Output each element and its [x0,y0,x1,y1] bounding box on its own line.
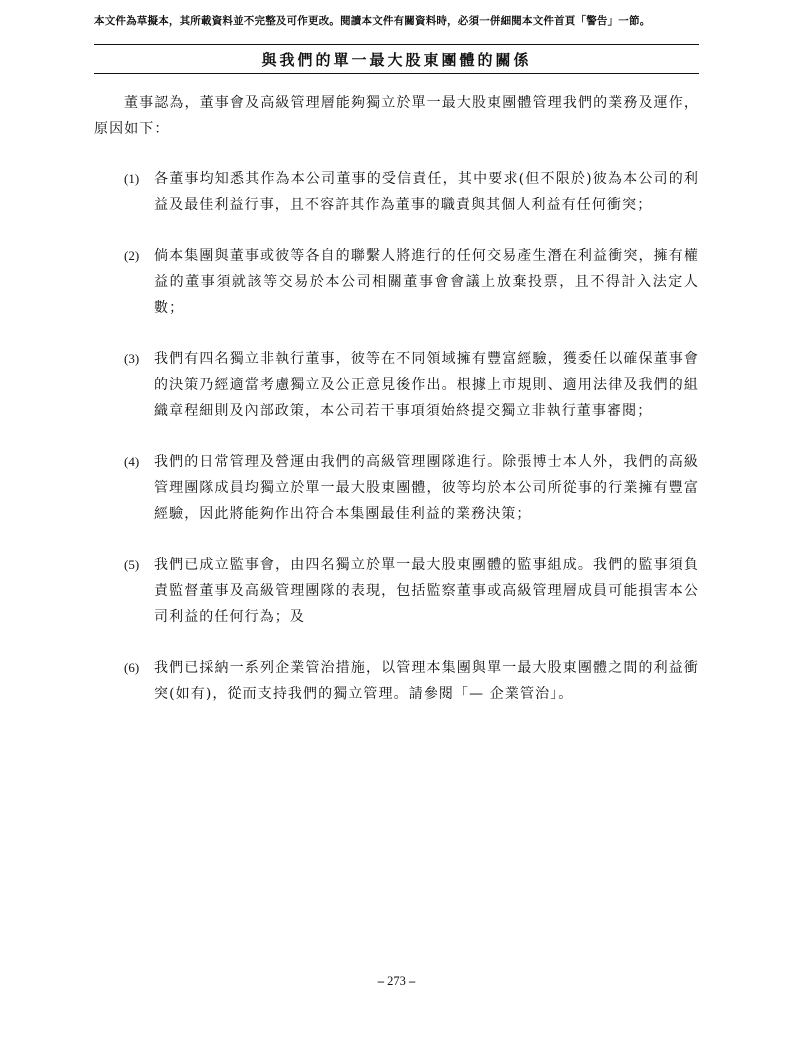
item-number: (1) [124,171,140,186]
page-number-value: 273 [387,974,406,988]
list-item [94,243,699,321]
section-title: 與我們的單一最大股東團體的關係 [261,51,532,69]
reasons-list [94,166,699,732]
item-text: 我們的日常管理及營運由我們的高級管理團隊進行。除張博士本人外，我們的高級管理團隊成員均獨立於單一最大股東團體，彼等均於本公司所從事的行業擁有豐富經驗，因此將能夠作出符合本集團最佳利益的業務決策； [154,454,699,522]
item-number: (4) [124,454,140,469]
list-item [94,346,699,424]
item-number: (3) [124,351,140,366]
item-text: 各董事均知悉其作為本公司董事的受信責任，其中要求(但不限於)彼為本公司的利益及最佳利益行事，且不容許其作為董事的職責與其個人利益有任何衝突； [154,171,699,213]
item-text: 倘本集團與董事或彼等各自的聯繫人將進行的任何交易產生潛在利益衝突，擁有權益的董事須就該等交易於本公司相關董事會會議上放棄投票，且不得計入法定人數； [154,248,699,316]
item-number: (2) [124,248,140,263]
page-number-dash-left: – [377,974,384,988]
item-text: 我們已採納一系列企業管治措施，以管理本集團與單一最大股東團體之間的利益衝突(如有)，從而支持我們的獨立管理。請參閱「— 企業管治」。 [154,660,699,702]
item-text: 我們有四名獨立非執行董事，彼等在不同領域擁有豐富經驗，獲委任以確保董事會的決策乃經適當考慮獨立及公正意見後作出。根據上市規則、適用法律及我們的組織章程細則及內部政策，本公司若干事項須始終提交獨立非執行董事審閱； [154,351,699,419]
page-number-dash-right: – [409,974,416,988]
intro-paragraph: 董事認為，董事會及高級管理層能夠獨立於單一最大股東團體管理我們的業務及運作，原因如下： [94,95,699,137]
list-item [94,166,699,218]
list-item [94,449,699,527]
item-number: (5) [124,557,140,572]
page-number [0,974,793,989]
list-item [94,552,699,630]
draft-disclaimer: 本文件為草擬本，其所載資料並不完整及可作更改。閱讀本文件有關資料時，必須一併細閱本文件首頁「警告」一節。 [94,15,651,27]
title-rule-bottom [94,73,699,74]
item-text: 我們已成立監事會，由四名獨立於單一最大股東團體的監事組成。我們的監事須負責監督董事及高級管理團隊的表現，包括監察董事或高級管理層成員可能損害本公司利益的任何行為；及 [154,557,699,625]
list-item [94,655,699,707]
item-number: (6) [124,660,140,675]
title-rule-top [94,44,699,45]
